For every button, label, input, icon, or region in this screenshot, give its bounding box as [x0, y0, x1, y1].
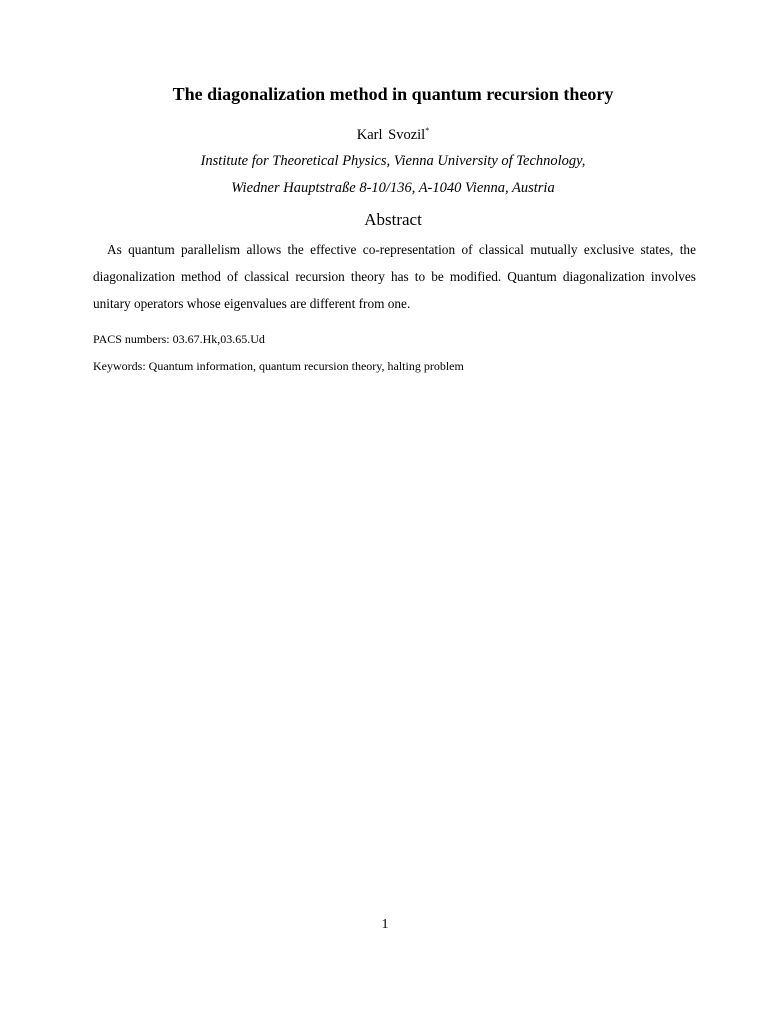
- affiliation-line-2: Wiedner Hauptstraße 8-10/136, A-1040 Vienna, Austria: [231, 180, 555, 196]
- page-number: 1: [381, 917, 389, 932]
- author-name: Karl Svozil: [356, 127, 426, 143]
- author-line: [0, 126, 768, 144]
- author-footnote-mark: *: [425, 126, 430, 136]
- abstract-heading: Abstract: [364, 210, 422, 229]
- paper-title: The diagonalization method in quantum recursion theory: [172, 84, 614, 104]
- abstract-text: As quantum parallelism allows the effective co-representation of classical mutually exclusive states, the diagonalization method of classical recursion theory has to be modified. Quantum diagonalization involves unitary operators whose eigenvalues are different from one.: [93, 242, 696, 311]
- affiliation-line-1: Institute for Theoretical Physics, Vienna University of Technology,: [200, 153, 586, 169]
- pacs-numbers: PACS numbers: 03.67.Hk,03.65.Ud: [93, 332, 265, 346]
- keywords: Keywords: Quantum information, quantum recursion theory, halting problem: [93, 359, 464, 373]
